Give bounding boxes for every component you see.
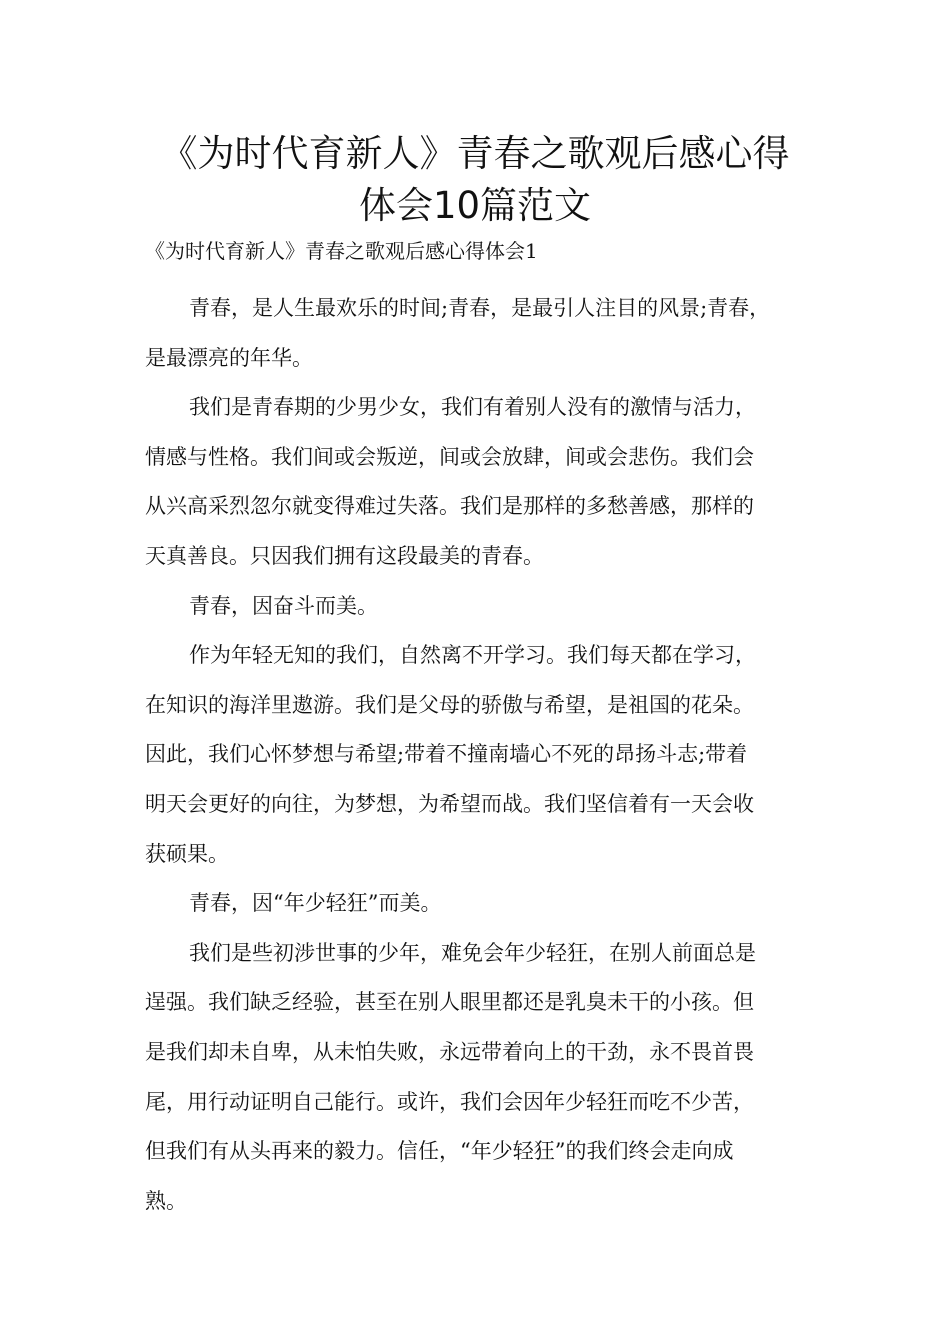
document-body (145, 284, 813, 1226)
paragraph-line: 逞强。我们缺乏经验，甚至在别人眼里都还是乳臭未干的小孩。但 (145, 990, 754, 1015)
document-title (0, 128, 950, 232)
paragraph-line: 是我们却未自卑，从未怕失败，永远带着向上的干劲，永不畏首畏 (145, 1039, 754, 1064)
paragraph-line: 从兴高采烈忽尔就变得难过失落。我们是那样的多愁善感，那样的 (145, 494, 754, 519)
paragraph-line: 青春，是人生最欢乐的时间;青春，是最引人注目的风景;青春， (189, 296, 771, 320)
paragraph-line: 我们是青春期的少男少女，我们有着别人没有的激情与活力， (189, 395, 756, 420)
title-line-1: 《为时代育新人》青春之歌观后感心得 (160, 132, 790, 175)
paragraph-line: 青春，因“年少轻狂”而美。 (189, 891, 442, 916)
paragraph (145, 631, 813, 879)
paragraph-line: 我们是些初涉世事的少年，难免会年少轻狂，在别人前面总是 (189, 940, 756, 965)
paragraph-line: 获硕果。 (145, 841, 229, 866)
paragraph (145, 879, 813, 929)
paragraph (145, 383, 813, 581)
paragraph (145, 284, 813, 383)
paragraph-line: 在知识的海洋里遨游。我们是父母的骄傲与希望，是祖国的花朵。 (145, 692, 754, 717)
paragraph-line: 熟。 (145, 1188, 187, 1213)
paragraph (145, 929, 813, 1227)
paragraph-line: 因此，我们心怀梦想与希望;带着不撞南墙心不死的昂扬斗志;带着 (145, 742, 748, 767)
paragraph-line: 情感与性格。我们间或会叛逆，间或会放肆，间或会悲伤。我们会 (145, 444, 754, 469)
paragraph-line: 尾，用行动证明自己能行。或许，我们会因年少轻狂而吃不少苦， (145, 1089, 754, 1114)
paragraph-line: 青春，因奋斗而美。 (189, 593, 378, 618)
paragraph-line: 明天会更好的向往，为梦想，为希望而战。我们坚信着有一天会收 (145, 791, 754, 816)
section-heading: 《为时代育新人》青春之歌观后感心得体会1 (145, 239, 538, 263)
paragraph-line: 作为年轻无知的我们，自然离不开学习。我们每天都在学习， (189, 643, 756, 668)
title-line-2: 体会10篇范文 (358, 184, 592, 227)
paragraph-line: 天真善良。只因我们拥有这段最美的青春。 (145, 543, 544, 568)
paragraph-line: 但我们有从头再来的毅力。信任，“年少轻狂”的我们终会走向成 (145, 1139, 734, 1164)
paragraph-line: 是最漂亮的年华。 (145, 345, 313, 370)
paragraph (145, 582, 813, 632)
